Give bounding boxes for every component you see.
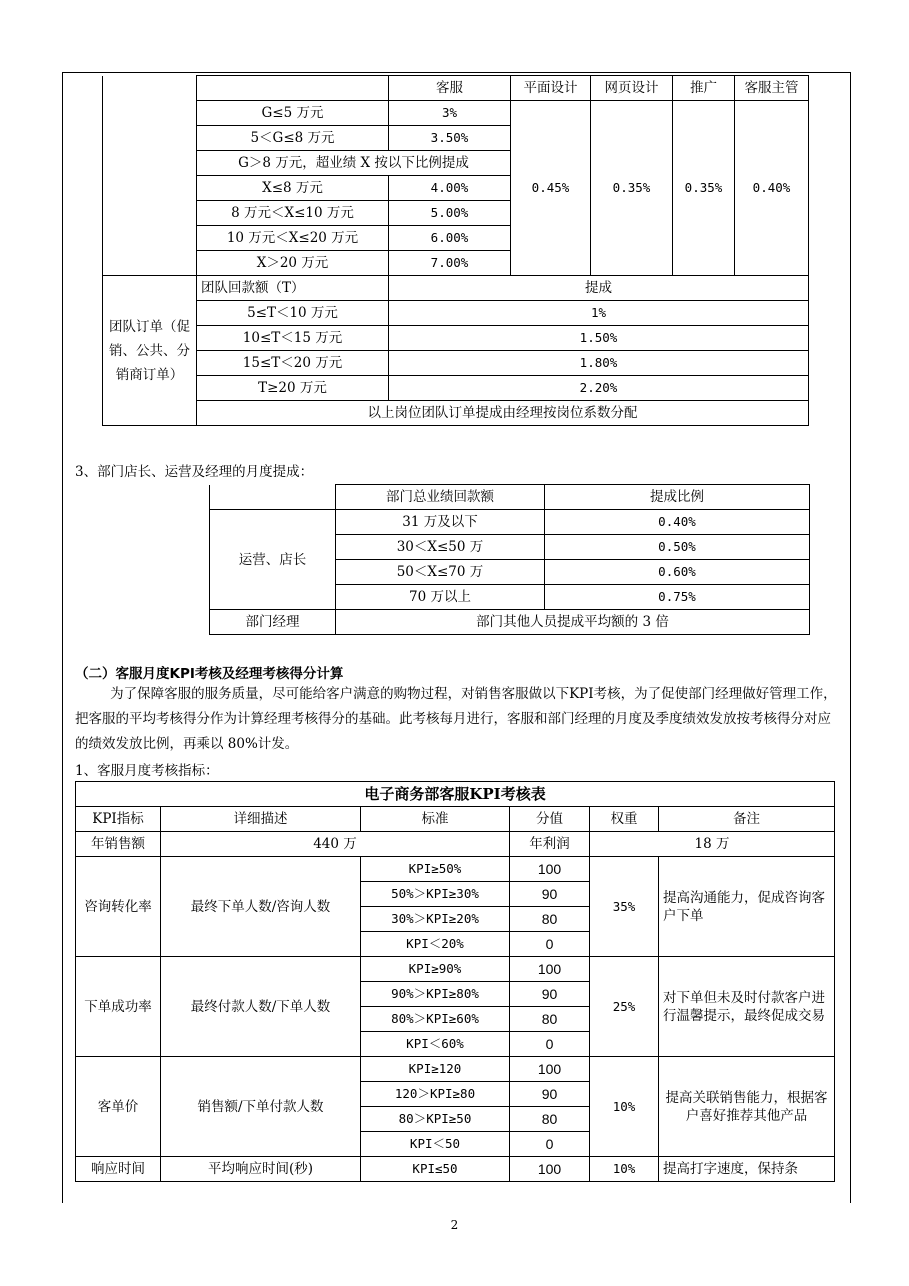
rate-cell: 0.50% <box>545 535 810 560</box>
header-graphic: 平面设计 <box>511 76 591 101</box>
kpi-std: KPI≥120 <box>361 1057 510 1082</box>
commission-table <box>102 75 809 426</box>
header-supervisor: 客服主管 <box>735 76 809 101</box>
kpi-table-title: 电子商务部客服KPI考核表 <box>76 782 835 807</box>
kpi-std: KPI＜60% <box>361 1032 510 1057</box>
kpi-score: 100 <box>510 1057 590 1082</box>
kpi-note: 对下单但未及时付款客户进行温馨提示，最终促成交易 <box>659 957 835 1057</box>
kpi-header: 标准 <box>361 807 510 832</box>
kpi-std: KPI≤50 <box>361 1157 510 1182</box>
team-rate: 1.80% <box>389 351 809 376</box>
graphic-rate: 0.45% <box>511 101 591 276</box>
kpi-std: 90%＞KPI≥80% <box>361 982 510 1007</box>
kpi-score: 0 <box>510 1132 590 1157</box>
team-rate: 1.50% <box>389 326 809 351</box>
header-kefu: 客服 <box>389 76 511 101</box>
annual-profit-value: 18 万 <box>590 832 835 857</box>
kpi-std: KPI＜20% <box>361 932 510 957</box>
kpi-score: 0 <box>510 1032 590 1057</box>
kpi-weight: 10% <box>590 1057 659 1157</box>
annual-profit-label: 年利润 <box>510 832 590 857</box>
kpi-header: 分值 <box>510 807 590 832</box>
kpi-std: KPI＜50 <box>361 1132 510 1157</box>
kpi-note: 提高打字速度，保持条 <box>659 1157 835 1182</box>
range-cell: 70 万以上 <box>336 585 545 610</box>
manager-label: 部门经理 <box>210 610 336 635</box>
rate-cell: 7.00% <box>389 251 511 276</box>
kpi-header: KPI指标 <box>76 807 161 832</box>
kpi-weight: 25% <box>590 957 659 1057</box>
page-number: 2 <box>450 1218 459 1232</box>
kpi-weight: 35% <box>590 857 659 957</box>
manager-table <box>209 484 810 635</box>
range-cell: 30＜X≤50 万 <box>336 535 545 560</box>
kpi-std: 80＞KPI≥50 <box>361 1107 510 1132</box>
section2-paragraph: 为了保障客服的服务质量，尽可能给客户满意的购物过程，对销售客服做以下KPI考核，为了促使部门经理做好管理工作，把客服的平均考核得分作为计算经理考核得分的基础。此考核每月进行，客服和部门经理的月度及季度绩效发放按考核得分对应的绩效发放比例，再乘以 80%计发。 <box>75 686 837 752</box>
kpi-desc: 销售额/下单付款人数 <box>161 1057 361 1157</box>
kpi-score: 90 <box>510 982 590 1007</box>
header-web: 网页设计 <box>591 76 673 101</box>
kpi-std: 50%＞KPI≥30% <box>361 882 510 907</box>
kpi-score: 100 <box>510 1157 590 1182</box>
supervisor-rate: 0.40% <box>735 101 809 276</box>
kpi-desc: 最终付款人数/下单人数 <box>161 957 361 1057</box>
section2-heading: （二）客服月度KPI考核及经理考核得分计算 <box>75 666 344 682</box>
rate-cell: 5.00% <box>389 201 511 226</box>
kpi-name: 客单价 <box>76 1057 161 1157</box>
team-header-range: 团队回款额（T） <box>197 276 389 301</box>
kpi-note: 提高关联销售能力，根据客户喜好推荐其他产品 <box>659 1057 835 1157</box>
team-range: 15≤T＜20 万元 <box>197 351 389 376</box>
kpi-name: 咨询转化率 <box>76 857 161 957</box>
corner-cell <box>197 76 389 101</box>
kpi-score: 100 <box>510 957 590 982</box>
annual-sales-value: 440 万 <box>161 832 510 857</box>
rate-cell: 0.75% <box>545 585 810 610</box>
section1-title: 1、客服月度考核指标： <box>75 763 219 779</box>
kpi-header: 权重 <box>590 807 659 832</box>
kpi-score: 0 <box>510 932 590 957</box>
kpi-score: 80 <box>510 907 590 932</box>
web-rate: 0.35% <box>591 101 673 276</box>
range-cell: 8 万元＜X≤10 万元 <box>197 201 389 226</box>
kpi-header: 备注 <box>659 807 835 832</box>
kpi-score: 80 <box>510 1007 590 1032</box>
annual-sales-label: 年销售额 <box>76 832 161 857</box>
rate-cell: 4.00% <box>389 176 511 201</box>
header-promo: 推广 <box>673 76 735 101</box>
kpi-desc: 平均响应时间(秒) <box>161 1157 361 1182</box>
range-cell: G≤5 万元 <box>197 101 389 126</box>
rate-cell: 3.50% <box>389 126 511 151</box>
range-cell: 10 万元＜X≤20 万元 <box>197 226 389 251</box>
promo-rate: 0.35% <box>673 101 735 276</box>
kpi-std: 30%＞KPI≥20% <box>361 907 510 932</box>
kpi-score: 90 <box>510 882 590 907</box>
range-cell: 50＜X≤70 万 <box>336 560 545 585</box>
header-rate: 提成比例 <box>545 485 810 510</box>
team-rate: 1% <box>389 301 809 326</box>
kpi-desc: 最终下单人数/咨询人数 <box>161 857 361 957</box>
kpi-score: 100 <box>510 857 590 882</box>
rate-cell: 3% <box>389 101 511 126</box>
kpi-header: 详细描述 <box>161 807 361 832</box>
kpi-score: 80 <box>510 1107 590 1132</box>
kpi-table <box>75 781 835 1182</box>
blank-cell <box>103 76 197 276</box>
team-header-rate: 提成 <box>389 276 809 301</box>
kpi-score: 90 <box>510 1082 590 1107</box>
rate-cell: 0.40% <box>545 510 810 535</box>
team-range: 5≤T＜10 万元 <box>197 301 389 326</box>
kpi-name: 下单成功率 <box>76 957 161 1057</box>
kpi-std: 80%＞KPI≥60% <box>361 1007 510 1032</box>
rate-cell: 6.00% <box>389 226 511 251</box>
kpi-std: 120＞KPI≥80 <box>361 1082 510 1107</box>
team-rate: 2.20% <box>389 376 809 401</box>
manager-value: 部门其他人员提成平均额的 3 倍 <box>336 610 810 635</box>
team-order-label: 团队订单（促销、公共、分销商订单） <box>103 276 197 426</box>
range-cell: 5＜G≤8 万元 <box>197 126 389 151</box>
kpi-name: 响应时间 <box>76 1157 161 1182</box>
range-cell: X＞20 万元 <box>197 251 389 276</box>
section3-title: 3、部门店长、运营及经理的月度提成： <box>75 464 314 480</box>
blank-cell <box>210 485 336 510</box>
kpi-note: 提高沟通能力，促成咨询客户下单 <box>659 857 835 957</box>
kpi-weight: 10% <box>590 1157 659 1182</box>
range-cell: 31 万及以下 <box>336 510 545 535</box>
range-cell: X≤8 万元 <box>197 176 389 201</box>
team-range: T≥20 万元 <box>197 376 389 401</box>
ops-label: 运营、店长 <box>210 510 336 610</box>
over-target-note: G＞8 万元，超业绩 X 按以下比例提成 <box>197 151 511 176</box>
rate-cell: 0.60% <box>545 560 810 585</box>
team-note: 以上岗位团队订单提成由经理按岗位系数分配 <box>197 401 809 426</box>
kpi-std: KPI≥90% <box>361 957 510 982</box>
header-total: 部门总业绩回款额 <box>336 485 545 510</box>
team-range: 10≤T＜15 万元 <box>197 326 389 351</box>
kpi-std: KPI≥50% <box>361 857 510 882</box>
